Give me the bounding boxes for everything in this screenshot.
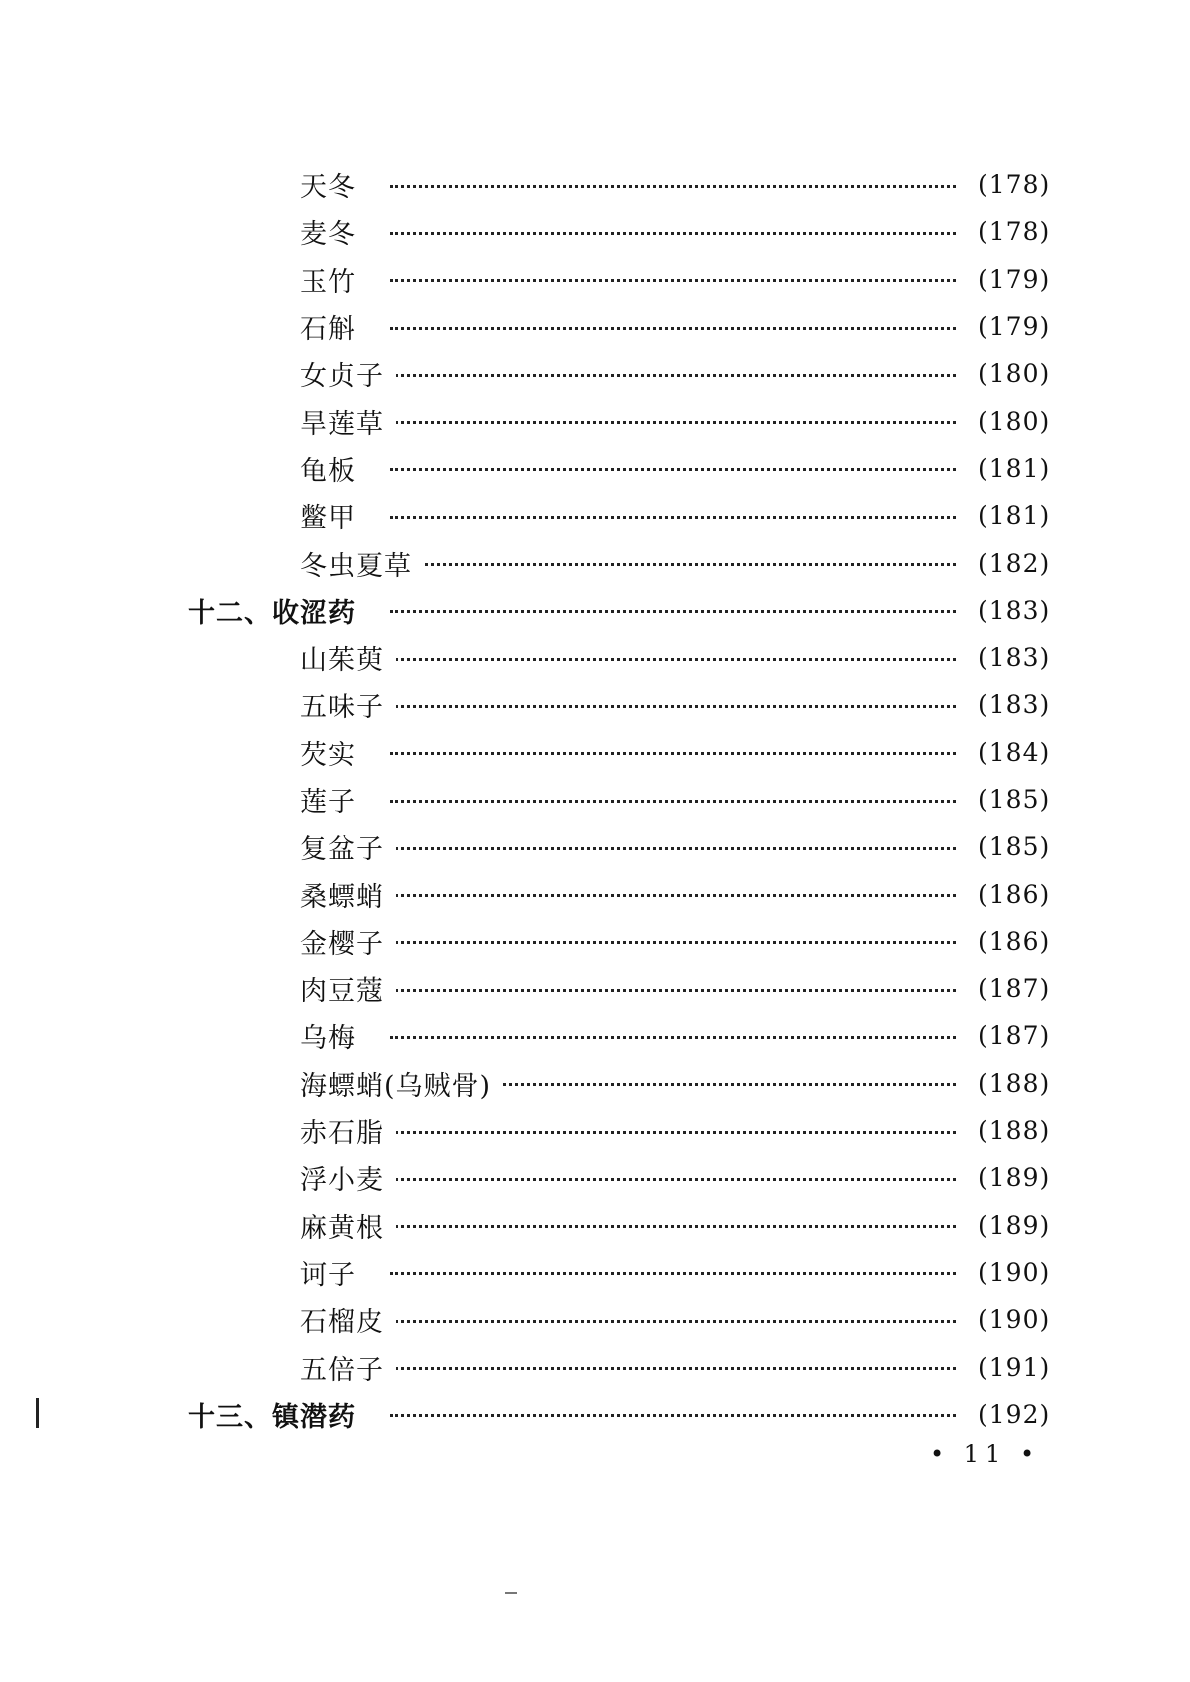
toc-entry-label: 海螵蛸(乌贼骨) bbox=[300, 1064, 503, 1103]
toc-entry-label: 肉豆蔻 bbox=[300, 969, 396, 1008]
dot-leader bbox=[390, 421, 956, 424]
dot-leader bbox=[390, 516, 956, 519]
toc-page-number: (188) bbox=[972, 1069, 1050, 1098]
dot-leader bbox=[390, 468, 956, 471]
toc-entry-row bbox=[0, 1296, 1190, 1343]
toc-page-number: (182) bbox=[972, 549, 1050, 578]
toc-entry-label: 莲子 bbox=[300, 780, 368, 819]
dot-leader bbox=[390, 1367, 956, 1370]
toc-entry-label: 石榴皮 bbox=[300, 1300, 396, 1339]
dot-leader bbox=[390, 1036, 956, 1039]
dot-leader bbox=[390, 847, 956, 850]
toc-entry-label: 冬虫夏草 bbox=[300, 544, 424, 583]
toc-section-row bbox=[0, 1391, 1190, 1438]
toc-entry-row bbox=[0, 1107, 1190, 1154]
dot-leader bbox=[390, 1225, 956, 1228]
toc-entry-label: 鳖甲 bbox=[300, 496, 368, 535]
toc-entry-label: 麦冬 bbox=[300, 212, 368, 251]
dot-leader bbox=[390, 374, 956, 377]
toc-entry-row bbox=[0, 681, 1190, 728]
toc-entry-label: 十三、镇潜药 bbox=[188, 1395, 368, 1434]
toc-entry-label: 玉竹 bbox=[300, 260, 368, 299]
dot-leader bbox=[390, 563, 956, 566]
toc-page-number: (186) bbox=[972, 927, 1050, 956]
toc-entry-row bbox=[0, 445, 1190, 492]
toc-page-number: (183) bbox=[972, 690, 1050, 719]
dot-leader bbox=[390, 185, 956, 188]
toc-page-number: (178) bbox=[972, 170, 1050, 199]
toc-entry-row bbox=[0, 729, 1190, 776]
toc-entry-label: 金樱子 bbox=[300, 922, 396, 961]
dot-leader bbox=[390, 705, 956, 708]
toc-entry-row bbox=[0, 634, 1190, 681]
toc-page-number: (183) bbox=[972, 596, 1050, 625]
toc-entry-row bbox=[0, 1249, 1190, 1296]
toc-entry-label: 五味子 bbox=[300, 685, 396, 724]
toc-entry-label: 芡实 bbox=[300, 733, 368, 772]
toc-page-number: (179) bbox=[972, 265, 1050, 294]
toc-entry-label: 山茱萸 bbox=[300, 638, 396, 677]
toc-entry-row bbox=[0, 1154, 1190, 1201]
toc-page-number: (192) bbox=[972, 1400, 1050, 1429]
toc-entry-row bbox=[0, 1012, 1190, 1059]
toc-page-number: (185) bbox=[972, 832, 1050, 861]
toc-page-number: (191) bbox=[972, 1353, 1050, 1382]
toc-entry-label: 浮小麦 bbox=[300, 1158, 396, 1197]
toc-entry-label: 复盆子 bbox=[300, 827, 396, 866]
page-number: • 11 • bbox=[930, 1440, 1041, 1468]
toc-entry-row bbox=[0, 776, 1190, 823]
toc-page-number: (180) bbox=[972, 359, 1050, 388]
toc-entry-label: 天冬 bbox=[300, 165, 368, 204]
toc-entry-label: 诃子 bbox=[300, 1253, 368, 1292]
toc-entry-label: 龟板 bbox=[300, 449, 368, 488]
toc-entry-label: 乌梅 bbox=[300, 1016, 368, 1055]
toc-entry-label: 桑螵蛸 bbox=[300, 875, 396, 914]
dot-leader bbox=[390, 232, 956, 235]
toc-entry-row bbox=[0, 965, 1190, 1012]
toc-entry-label: 石斛 bbox=[300, 307, 368, 346]
dot-leader bbox=[390, 941, 956, 944]
toc-entry-row bbox=[0, 1343, 1190, 1390]
toc-page-number: (178) bbox=[972, 217, 1050, 246]
toc-page-number: (188) bbox=[972, 1116, 1050, 1145]
dot-leader bbox=[390, 1131, 956, 1134]
toc-page-number: (181) bbox=[972, 501, 1050, 530]
toc-page-number: (187) bbox=[972, 974, 1050, 1003]
toc-entry-row bbox=[0, 161, 1190, 208]
toc-page-number: (185) bbox=[972, 785, 1050, 814]
dot-leader bbox=[390, 1320, 956, 1323]
toc-entry-row bbox=[0, 492, 1190, 539]
toc-entry-row bbox=[0, 918, 1190, 965]
dot-leader bbox=[390, 1414, 956, 1417]
toc-entry-row bbox=[0, 397, 1190, 444]
table-of-contents bbox=[0, 161, 1190, 1438]
toc-page-number: (190) bbox=[972, 1258, 1050, 1287]
dot-leader bbox=[390, 279, 956, 282]
toc-page-number: (180) bbox=[972, 407, 1050, 436]
toc-entry-label: 十二、收涩药 bbox=[188, 591, 368, 630]
toc-page-number: (189) bbox=[972, 1163, 1050, 1192]
toc-entry-row bbox=[0, 823, 1190, 870]
toc-entry-row bbox=[0, 256, 1190, 303]
dot-leader bbox=[390, 752, 956, 755]
dot-leader bbox=[390, 327, 956, 330]
toc-page-number: (189) bbox=[972, 1211, 1050, 1240]
toc-page-number: (187) bbox=[972, 1021, 1050, 1050]
toc-page-number: (190) bbox=[972, 1305, 1050, 1334]
toc-section-row bbox=[0, 587, 1190, 634]
toc-entry-label: 赤石脂 bbox=[300, 1111, 396, 1150]
toc-entry-label: 旱莲草 bbox=[300, 402, 396, 441]
toc-entry-row bbox=[0, 870, 1190, 917]
dot-leader bbox=[390, 1178, 956, 1181]
dot-leader bbox=[390, 894, 956, 897]
dot-leader bbox=[390, 989, 956, 992]
toc-entry-row bbox=[0, 539, 1190, 586]
toc-entry-row bbox=[0, 1202, 1190, 1249]
toc-entry-label: 女贞子 bbox=[300, 354, 396, 393]
scan-mark bbox=[505, 1592, 517, 1594]
toc-entry-row bbox=[0, 303, 1190, 350]
toc-page-number: (184) bbox=[972, 738, 1050, 767]
toc-entry-label: 麻黄根 bbox=[300, 1206, 396, 1245]
dot-leader bbox=[390, 800, 956, 803]
toc-page-number: (179) bbox=[972, 312, 1050, 341]
toc-entry-row bbox=[0, 350, 1190, 397]
dot-leader bbox=[390, 658, 956, 661]
dot-leader bbox=[390, 1272, 956, 1275]
dot-leader bbox=[390, 610, 956, 613]
toc-page-number: (183) bbox=[972, 643, 1050, 672]
toc-entry-row bbox=[0, 1060, 1190, 1107]
toc-entry-label: 五倍子 bbox=[300, 1348, 396, 1387]
toc-page-number: (186) bbox=[972, 880, 1050, 909]
toc-page-number: (181) bbox=[972, 454, 1050, 483]
toc-entry-row bbox=[0, 208, 1190, 255]
